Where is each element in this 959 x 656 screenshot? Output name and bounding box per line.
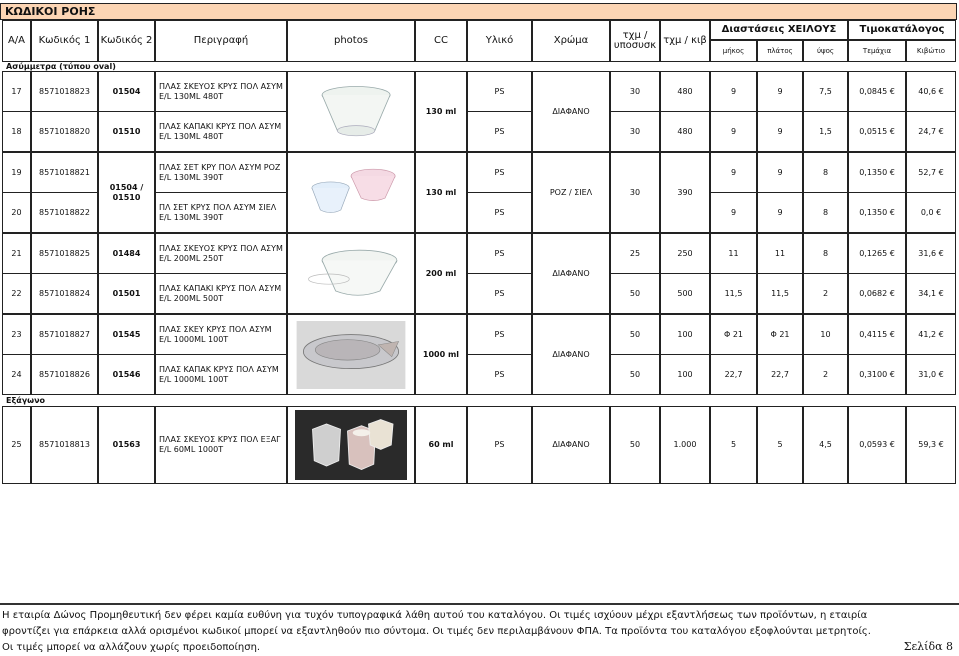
row-aa: 24 (2, 354, 31, 395)
row-width: 9 (757, 71, 803, 112)
header-cc: CC (415, 20, 467, 62)
oval-cup-photo (291, 78, 411, 146)
row-pcs-per-pack: 50 (610, 406, 660, 484)
row-code2: 01501 (98, 273, 155, 314)
row-pcs-per-pack: 25 (610, 233, 660, 274)
row-description: ΠΛΑΣ ΚΑΠΑΚΙ ΚΡΥΣ ΠΟΛ ΑΣΥΜ E/L 200ML 500T (155, 273, 287, 314)
row-length: 11,5 (710, 273, 757, 314)
row-description: ΠΛΑΣ ΣΚΕΥΟΣ ΚΡΥΣ ΠΟΛ ΕΞΑΓ E/L 60ML 1000T (155, 406, 287, 484)
header-length: μήκος (710, 40, 757, 62)
row-price-box: 40,6 € (906, 71, 956, 112)
color-value: ΔΙΑΦΑΝΟ (532, 71, 610, 152)
row-code2: 01504 (98, 71, 155, 112)
table-title: ΚΩΔΙΚΟΙ ΡΟΗΣ (0, 3, 957, 20)
row-height: 10 (803, 314, 848, 355)
row-length: 9 (710, 71, 757, 112)
header-pricelist: Τιμοκατάλογος (848, 20, 956, 40)
color-value: ΔΙΑΦΑΝΟ (532, 233, 610, 314)
header-description: Περιγραφή (155, 20, 287, 62)
row-description: ΠΛΑΣ ΣΚΕΥΟΣ ΚΡΥΣ ΠΟΛ ΑΣΥΜ E/L 200ML 250T (155, 233, 287, 274)
row-length: 11 (710, 233, 757, 274)
pcs-per-pack-merged: 30 (610, 152, 660, 233)
row-width: 9 (757, 111, 803, 152)
row-price-piece: 0,0593 € (848, 406, 906, 484)
row-pcs-per-pack: 50 (610, 354, 660, 395)
row-aa: 20 (2, 192, 31, 233)
row-code2: 01545 (98, 314, 155, 355)
header-photos: photos (287, 20, 415, 62)
row-code1: 8571018813 (31, 406, 98, 484)
row-height: 8 (803, 152, 848, 193)
header-height: ύψος (803, 40, 848, 62)
header-color: Χρώμα (532, 20, 610, 62)
section-asymmetric: Ασύμμετρα (τύπου oval) (6, 62, 116, 71)
row-length: 5 (710, 406, 757, 484)
color-value: ΔΙΑΦΑΝΟ (532, 314, 610, 395)
row-material: PS (467, 314, 532, 355)
row-code1: 8571018827 (31, 314, 98, 355)
product-photo (287, 406, 415, 484)
row-pcs-per-box: 1.000 (660, 406, 710, 484)
row-description: ΠΛΑΣ ΣΚΕΥ ΚΡΥΣ ΠΟΛ ΑΣΥΜ E/L 1000ML 100T (155, 314, 287, 355)
row-pcs-per-pack: 30 (610, 71, 660, 112)
row-price-box: 31,6 € (906, 233, 956, 274)
row-description: ΠΛΑΣ ΣΚΕΥΟΣ ΚΡΥΣ ΠΟΛ ΑΣΥΜ E/L 130ML 480T (155, 71, 287, 112)
row-width: 11,5 (757, 273, 803, 314)
header-price-piece: Τεμάχια (848, 40, 906, 62)
row-pcs-per-pack: 50 (610, 314, 660, 355)
row-material: PS (467, 354, 532, 395)
bowl-photo (291, 321, 411, 389)
row-width: Φ 21 (757, 314, 803, 355)
row-width: 9 (757, 192, 803, 233)
row-aa: 17 (2, 71, 31, 112)
row-description: ΠΛΑΣ ΚΑΠΑΚ ΚΡΥΣ ΠΟΛ ΑΣΥΜ E/L 1000ML 100T (155, 354, 287, 395)
row-code1: 8571018824 (31, 273, 98, 314)
product-photo (287, 314, 415, 395)
row-material: PS (467, 273, 532, 314)
row-price-box: 52,7 € (906, 152, 956, 193)
row-height: 8 (803, 192, 848, 233)
row-pcs-per-pack: 30 (610, 111, 660, 152)
disclaimer-footer (0, 603, 959, 656)
row-price-box: 24,7 € (906, 111, 956, 152)
row-price-box: 41,2 € (906, 314, 956, 355)
header-dimensions: Διαστάσεις ΧΕΙΛΟΥΣ (710, 20, 848, 40)
header-code1: Κωδικός 1 (31, 20, 98, 62)
hexagon-cups-photo (291, 410, 411, 480)
row-price-piece: 0,0682 € (848, 273, 906, 314)
row-material: PS (467, 233, 532, 274)
color-value: ΡΟΖ / ΣΙΕΛ (532, 152, 610, 233)
row-code1: 8571018823 (31, 71, 98, 112)
header-price-box: Κιβώτιο (906, 40, 956, 62)
cc-value: 130 ml (415, 152, 467, 233)
row-aa: 25 (2, 406, 31, 484)
header-code2: Κωδικός 2 (98, 20, 155, 62)
row-aa: 23 (2, 314, 31, 355)
row-length: 9 (710, 192, 757, 233)
cc-value: 60 ml (415, 406, 467, 484)
header-material: Υλικό (467, 20, 532, 62)
row-aa: 22 (2, 273, 31, 314)
header-pcs-per-pack: τχμ / υποσυσκ (610, 20, 660, 62)
row-height: 4,5 (803, 406, 848, 484)
product-photo (287, 152, 415, 233)
row-height: 2 (803, 273, 848, 314)
row-price-box: 0,0 € (906, 192, 956, 233)
row-material: PS (467, 111, 532, 152)
row-material: PS (467, 152, 532, 193)
row-code1: 8571018821 (31, 152, 98, 193)
row-height: 1,5 (803, 111, 848, 152)
cc-value: 130 ml (415, 71, 467, 152)
code2-merged: 01504 / 01510 (98, 152, 155, 233)
row-description: ΠΛΑΣ ΚΑΠΑΚΙ ΚΡΥΣ ΠΟΛ ΑΣΥΜ E/L 130ML 480T (155, 111, 287, 152)
product-photo (287, 71, 415, 152)
pcs-per-box-merged: 390 (660, 152, 710, 233)
cc-value: 1000 ml (415, 314, 467, 395)
large-oval-cup-photo (291, 240, 411, 308)
row-price-piece: 0,0845 € (848, 71, 906, 112)
row-pcs-per-box: 500 (660, 273, 710, 314)
row-code1: 8571018822 (31, 192, 98, 233)
row-code2: 01546 (98, 354, 155, 395)
row-width: 11 (757, 233, 803, 274)
section-hexagon: Εξάγωνο (6, 396, 46, 405)
row-width: 22,7 (757, 354, 803, 395)
row-length: Φ 21 (710, 314, 757, 355)
product-photo (287, 233, 415, 314)
row-price-piece: 0,0515 € (848, 111, 906, 152)
row-length: 9 (710, 152, 757, 193)
row-aa: 21 (2, 233, 31, 274)
header-aa: Α/Α (2, 20, 31, 62)
page-number: Σελίδα 8 (903, 640, 953, 653)
row-description: ΠΛ ΣΕΤ ΚΡΥΣ ΠΟΛ ΑΣΥΜ ΣΙΕΛ E/L 130ML 390T (155, 192, 287, 233)
row-price-piece: 0,1350 € (848, 192, 906, 233)
row-code2: 01484 (98, 233, 155, 274)
row-width: 9 (757, 152, 803, 193)
pink-blue-set-photo (291, 159, 411, 227)
row-length: 9 (710, 111, 757, 152)
row-material: PS (467, 406, 532, 484)
row-aa: 19 (2, 152, 31, 193)
row-pcs-per-box: 250 (660, 233, 710, 274)
row-price-piece: 0,1265 € (848, 233, 906, 274)
row-pcs-per-box: 480 (660, 71, 710, 112)
row-height: 8 (803, 233, 848, 274)
row-material: PS (467, 71, 532, 112)
header-pcs-per-box: τχμ / κιβ (660, 20, 710, 62)
row-height: 2 (803, 354, 848, 395)
row-width: 5 (757, 406, 803, 484)
row-code1: 8571018825 (31, 233, 98, 274)
row-height: 7,5 (803, 71, 848, 112)
row-price-piece: 0,3100 € (848, 354, 906, 395)
row-length: 22,7 (710, 354, 757, 395)
row-pcs-per-box: 100 (660, 314, 710, 355)
disclaimer-text: Η εταιρία Δώνος Προμηθευτική δεν φέρει καμία ευθύνη για τυχόν τυπογραφικά λάθη αυτού του καταλόγου. Οι τιμές ισχύουν μέχρι εξαντλήσεως των προϊόντων, η εταιρία φροντίζει για επάρκεια αλλά ορισμένοι κωδικοί μπορεί να εξαντληθούν πιο σύντομα. Οι τιμές δεν περιλαμβάνουν ΦΠΑ. Τα προϊόντα του καταλόγου εξοφλούνται μετρητοίς. Οι τιμές μπορεί να αλλάζουν χωρίς προειδοποίηση. (2, 610, 871, 653)
row-code1: 8571018826 (31, 354, 98, 395)
row-price-piece: 0,4115 € (848, 314, 906, 355)
row-material: PS (467, 192, 532, 233)
row-pcs-per-pack: 50 (610, 273, 660, 314)
row-pcs-per-box: 480 (660, 111, 710, 152)
row-code2: 01510 (98, 111, 155, 152)
row-price-piece: 0,1350 € (848, 152, 906, 193)
header-width: πλάτος (757, 40, 803, 62)
row-price-box: 59,3 € (906, 406, 956, 484)
row-description: ΠΛΑΣ ΣΕΤ ΚΡΥ ΠΟΛ ΑΣΥΜ ΡΟΖ E/L 130ML 390T (155, 152, 287, 193)
row-price-box: 31,0 € (906, 354, 956, 395)
color-value: ΔΙΑΦΑΝΟ (532, 406, 610, 484)
row-aa: 18 (2, 111, 31, 152)
row-code2: 01563 (98, 406, 155, 484)
cc-value: 200 ml (415, 233, 467, 314)
row-code1: 8571018820 (31, 111, 98, 152)
row-pcs-per-box: 100 (660, 354, 710, 395)
row-price-box: 34,1 € (906, 273, 956, 314)
